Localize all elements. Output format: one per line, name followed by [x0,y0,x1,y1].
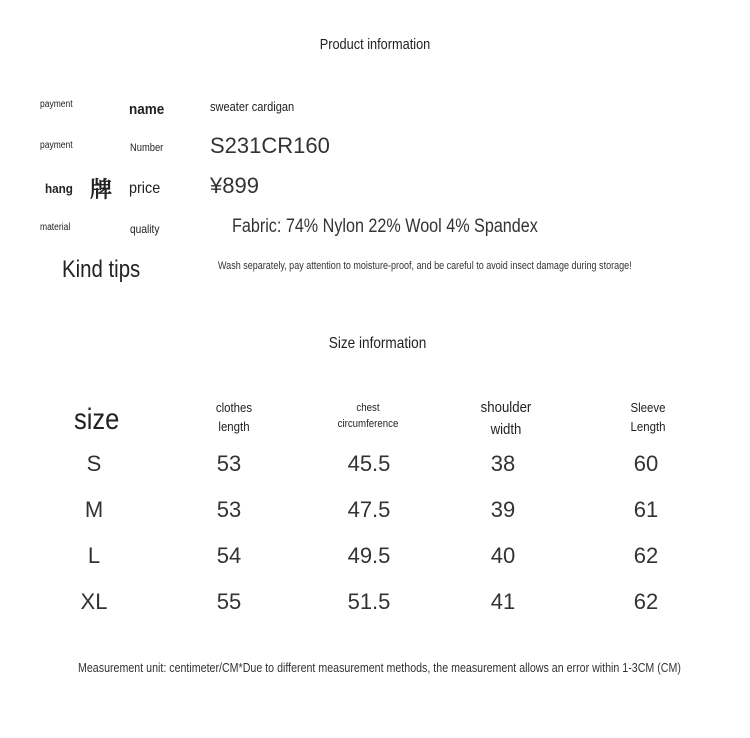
kind-tips-title: Kind tips [62,256,141,283]
measurement-footnote: Measurement unit: centimeter/CM*Due to different measurement methods, the measurement allows an error within 1-3CM (CM) [78,660,681,675]
product-name-value: sweater cardigan [210,99,295,114]
size-row-s-length: 53 [216,451,242,476]
product-price-value: ¥899 [210,173,259,198]
size-row-xl-chest: 51.5 [347,589,391,614]
row-material-left-label: material [40,222,71,233]
row-material-label: quality [130,222,160,236]
row-price-label: price [129,180,161,197]
row-name-label: name [129,101,165,118]
size-row-l-shoulder: 40 [490,543,516,568]
size-row-l-size: L [87,543,101,568]
col-header-chest-circumference: chest circumference [337,402,399,430]
size-row-xl-shoulder: 41 [490,589,516,614]
row-number-left-label: payment [40,140,73,151]
size-row-xl-size: XL [80,589,108,614]
col-header-sleeve-length: Sleeve Length [630,400,666,434]
size-row-l-sleeve: 62 [633,543,659,568]
product-fabric-value: Fabric: 74% Nylon 22% Wool 4% Spandex [232,216,538,237]
size-row-l-length: 54 [216,543,242,568]
product-number-value: S231CR160 [210,133,330,158]
row-number-label: Number [130,142,164,154]
size-row-s-shoulder: 38 [490,451,516,476]
row-price-left-char: 牌 [90,178,113,203]
size-row-m-sleeve: 61 [633,497,659,522]
size-row-l-chest: 49.5 [347,543,391,568]
size-row-s-size: S [86,451,102,476]
col-header-clothes-length: clothes length [215,400,253,434]
product-info-heading: Product information [319,36,431,53]
size-row-m-size: M [84,497,104,522]
row-name-left-label: payment [40,99,73,110]
size-info-heading: Size information [328,335,427,352]
kind-tips-text: Wash separately, pay attention to moisture-proof, and be careful to avoid insect damage during storage! [218,260,632,272]
col-header-shoulder-width: shoulder width [480,399,532,438]
size-row-m-chest: 47.5 [347,497,391,522]
size-row-xl-sleeve: 62 [633,589,659,614]
size-row-xl-length: 55 [216,589,242,614]
size-row-s-chest: 45.5 [347,451,391,476]
size-column-title: size [74,403,120,436]
row-price-left-label: hang [45,181,73,196]
size-row-m-shoulder: 39 [490,497,516,522]
size-row-s-sleeve: 60 [633,451,659,476]
size-row-m-length: 53 [216,497,242,522]
